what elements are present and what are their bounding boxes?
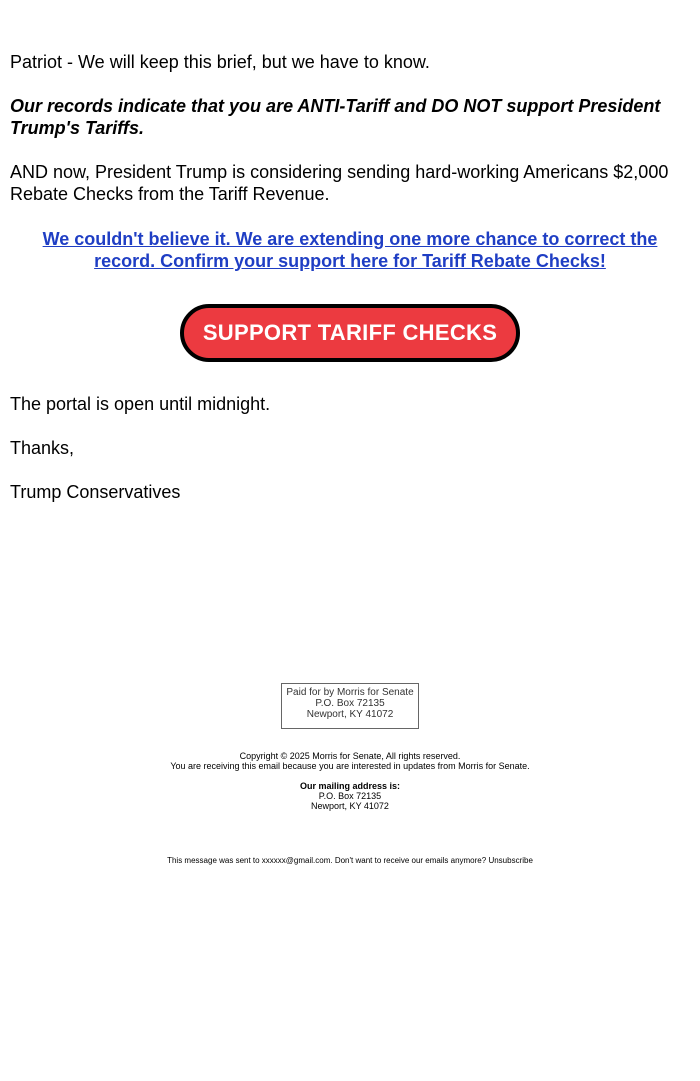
signoff-text: Trump Conservatives: [10, 482, 181, 502]
greeting-text: Patriot - We will keep this brief, but we have to know.: [10, 52, 430, 72]
mailing-address-label: Our mailing address is:: [299, 781, 401, 791]
records-text: Our records indicate that you are ANTI-Tariff and DO NOT support President Trump's Tariffs.: [10, 96, 661, 138]
mailing-address-city: Newport, KY 41072: [311, 801, 389, 811]
support-tariff-checks-button[interactable]: SUPPORT TARIFF CHECKS: [180, 304, 520, 362]
footer-unsubscribe: [0, 856, 700, 866]
subscription-reason-text: You are receiving this email because you are interested in updates from Morris for Senate.: [170, 761, 530, 771]
sent-to-text: This message was sent to xxxxxx@gmail.com. Don't want to receive our emails anymore?: [167, 856, 487, 865]
cta-button-wrap: [10, 304, 690, 362]
mailing-address-line: P.O. Box 72135: [318, 791, 382, 801]
paid-for-box: [281, 683, 419, 729]
copyright-text: Copyright © 2025 Morris for Senate, All rights reserved.: [239, 751, 461, 761]
thanks-text: Thanks,: [10, 438, 75, 458]
paid-for-line: Paid for by Morris for Senate: [286, 687, 414, 698]
paid-for-city-line: Newport, KY 41072: [306, 709, 394, 720]
footer-copyright: [0, 751, 700, 771]
cta-link-paragraph: [10, 228, 690, 272]
portal-text: The portal is open until midnight.: [10, 394, 271, 414]
confirm-support-link[interactable]: We couldn't believe it. We are extending one more chance to correct the record. Confirm your support here for Tariff Rebate Checks!: [42, 229, 658, 271]
rebate-text: AND now, President Trump is considering sending hard-working Americans $2,000 Rebate Checks from the Tariff Revenue.: [10, 162, 669, 204]
unsubscribe-link[interactable]: Unsubscribe: [488, 856, 533, 865]
footer-mailing-address: [0, 781, 700, 811]
paid-for-address-line: P.O. Box 72135: [315, 698, 385, 709]
